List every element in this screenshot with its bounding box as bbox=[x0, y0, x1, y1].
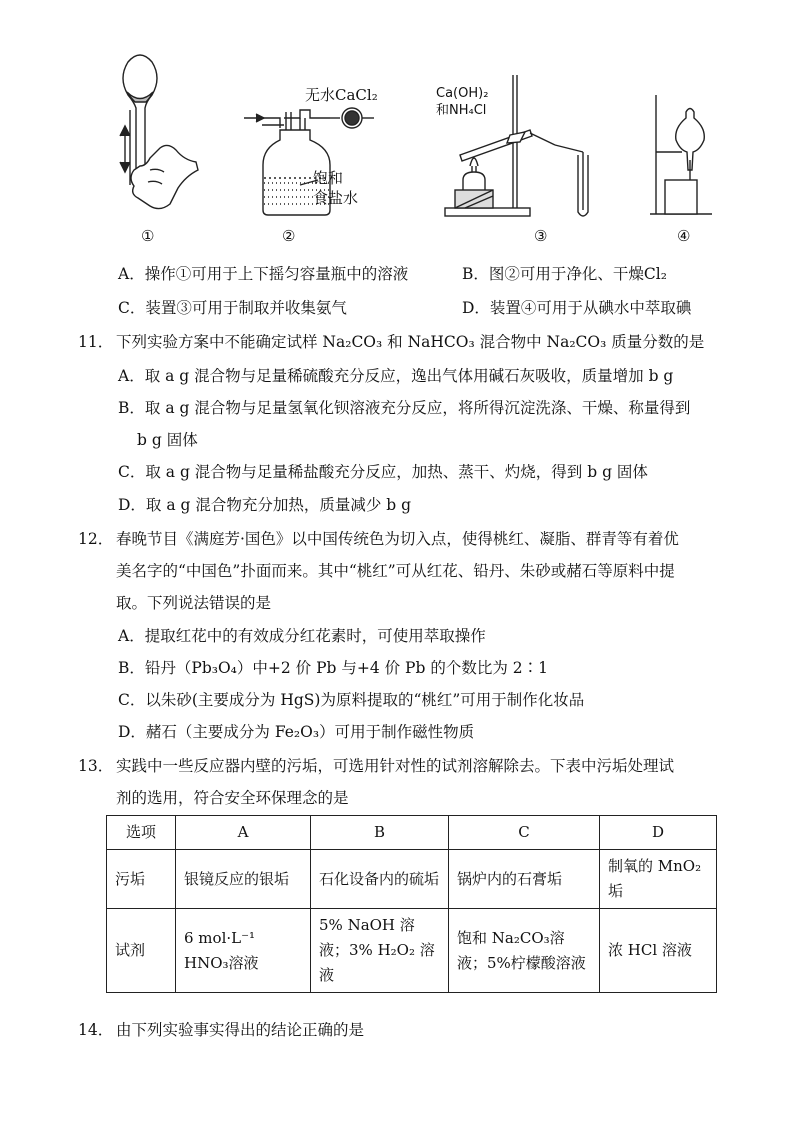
table-cell: 制氧的 MnO₂ 垢 bbox=[600, 850, 717, 909]
fig2-label-brine1: 饱和 bbox=[313, 169, 344, 187]
q12-number: 12． bbox=[78, 530, 114, 548]
table-cell: 石化设备内的硫垢 bbox=[311, 850, 449, 909]
fig3-label-caoh2: Ca(OH)₂ bbox=[436, 86, 489, 101]
q10-option-d: D．装置④可用于从碘水中萃取碘 bbox=[462, 299, 692, 317]
table-cell: 饱和 Na₂CO₃溶液；5%柠檬酸溶液 bbox=[449, 909, 600, 993]
q12-option-a: A．提取红花中的有效成分红花素时，可使用萃取操作 bbox=[118, 627, 486, 645]
q12-option-b: B．铅丹（Pb₃O₄）中+2 价 Pb 与+4 价 Pb 的个数比为 2∶1 bbox=[118, 659, 548, 677]
fig2-label-brine2: 食盐水 bbox=[313, 189, 359, 207]
q11-option-a: A．取 a g 混合物与足量稀硫酸充分反应，逸出气体用碱石灰吸收，质量增加 b g bbox=[118, 367, 674, 385]
fig-label-3: ③ bbox=[534, 227, 548, 245]
fig-label-4: ④ bbox=[677, 227, 691, 245]
table-cell: 浓 HCl 溶液 bbox=[600, 909, 717, 993]
table-cell: 污垢 bbox=[107, 850, 176, 909]
q11-number: 11． bbox=[78, 333, 114, 351]
table-row bbox=[107, 816, 717, 850]
table-cell: 银镜反应的银垢 bbox=[176, 850, 311, 909]
q10-option-a: A．操作①可用于上下摇匀容量瓶中的溶液 bbox=[118, 265, 409, 283]
fig3-label-nh4cl: 和NH₄Cl bbox=[436, 103, 487, 118]
apparatus-figures bbox=[0, 0, 794, 250]
table-cell: 6 mol·L⁻¹ HNO₃溶液 bbox=[176, 909, 311, 993]
table-header-cell: C bbox=[449, 816, 600, 850]
q10-option-b: B．图②可用于净化、干燥Cl₂ bbox=[462, 265, 667, 283]
fig-label-1: ① bbox=[141, 227, 155, 245]
q13-stem-2: 剂的选用，符合安全环保理念的是 bbox=[116, 789, 349, 807]
q12-stem-3: 取。下列说法错误的是 bbox=[116, 594, 272, 612]
q11-option-b-cont: b g 固体 bbox=[137, 431, 198, 449]
table-header-cell: A bbox=[176, 816, 311, 850]
q11-option-d: D．取 a g 混合物充分加热，质量减少 b g bbox=[118, 496, 412, 514]
table-row bbox=[107, 909, 717, 993]
q12-option-c: C．以朱砂(主要成分为 HgS)为原料提取的“桃红”可用于制作化妆品 bbox=[118, 691, 585, 709]
fig-label-2: ② bbox=[282, 227, 296, 245]
q10-option-c: C．装置③可用于制取并收集氨气 bbox=[118, 299, 347, 317]
q12-option-d: D．赭石（主要成分为 Fe₂O₃）可用于制作磁性物质 bbox=[118, 723, 475, 741]
table-cell: 锅炉内的石膏垢 bbox=[449, 850, 600, 909]
table-header-cell: D bbox=[600, 816, 717, 850]
table-cell: 5% NaOH 溶液；3% H₂O₂ 溶液 bbox=[311, 909, 449, 993]
table-cell: 试剂 bbox=[107, 909, 176, 993]
q13-table bbox=[106, 815, 717, 993]
q14-number: 14． bbox=[78, 1021, 114, 1039]
q13-stem-1: 实践中一些反应器内壁的污垢，可选用针对性的试剂溶解除去。下表中污垢处理试 bbox=[116, 757, 675, 775]
q11-option-b: B．取 a g 混合物与足量氢氧化钡溶液充分反应，将所得沉淀洗涤、干燥、称量得到 bbox=[118, 399, 691, 417]
table-header-cell: 选项 bbox=[107, 816, 176, 850]
q14-stem: 由下列实验事实得出的结论正确的是 bbox=[116, 1021, 365, 1039]
fig4-separatory-funnel bbox=[650, 95, 712, 214]
table-row bbox=[107, 850, 717, 909]
fig1-volumetric-flask bbox=[120, 55, 198, 209]
fig2-label-cacl2: 无水CaCl₂ bbox=[305, 86, 378, 104]
q12-stem-2: 美名字的“中国色”扑面而来。其中“桃红”可从红花、铅丹、朱砂或赭石等原料中提 bbox=[116, 562, 675, 580]
table-header-cell: B bbox=[311, 816, 449, 850]
q11-stem: 下列实验方案中不能确定试样 Na₂CO₃ 和 NaHCO₃ 混合物中 Na₂CO₃ 质量分数的是 bbox=[116, 333, 705, 351]
q11-option-c: C．取 a g 混合物与足量稀盐酸充分反应，加热、蒸干、灼烧，得到 b g 固体 bbox=[118, 463, 648, 481]
q13-number: 13． bbox=[78, 757, 114, 775]
q12-stem-1: 春晚节目《满庭芳·国色》以中国传统色为切入点，使得桃红、凝脂、群青等有着优 bbox=[116, 530, 679, 548]
